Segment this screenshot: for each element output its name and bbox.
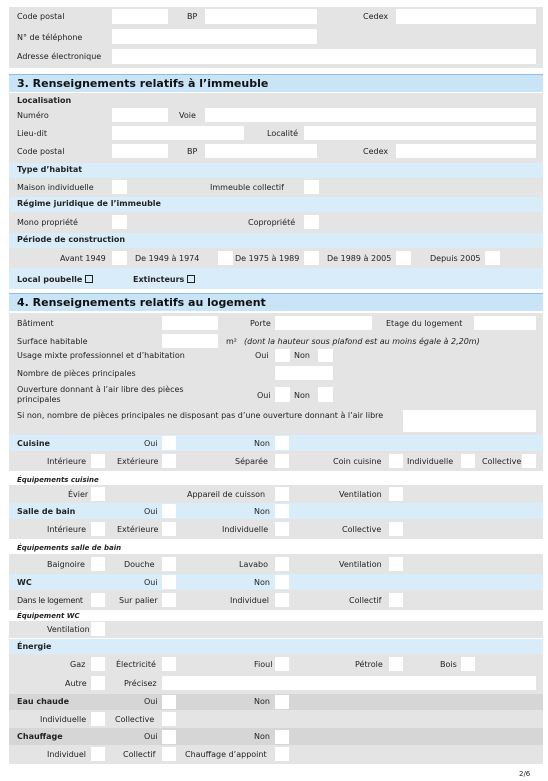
lavabo-checkbox[interactable] <box>275 557 289 571</box>
sdb-non-label: Non <box>254 507 270 516</box>
equip-wc-row <box>9 610 543 621</box>
immeuble-label: Immeuble collectif <box>210 183 284 192</box>
cuisine-non-label: Non <box>254 439 270 448</box>
eau-chaude-non-checkbox[interactable] <box>275 695 289 709</box>
sdb-exterieure-label: Extérieure <box>117 525 159 534</box>
eau-individuelle-checkbox[interactable] <box>91 712 105 726</box>
chauffage-non-checkbox[interactable] <box>275 730 289 744</box>
appareil-checkbox[interactable] <box>275 487 289 501</box>
telephone-field[interactable] <box>112 29 317 44</box>
ouverture-oui-checkbox[interactable] <box>275 387 290 402</box>
localisation-label: Localisation <box>17 96 72 105</box>
electricite-checkbox[interactable] <box>162 657 176 671</box>
telephone-label: N° de téléphone <box>17 33 83 42</box>
lieu-dit-field[interactable] <box>112 126 244 140</box>
bp-2-field[interactable] <box>205 144 317 158</box>
numero-field[interactable] <box>112 108 168 122</box>
cuisine-separee-checkbox[interactable] <box>275 454 289 468</box>
equip-cuisine-label: Équipements cuisine <box>17 476 99 484</box>
maison-checkbox[interactable] <box>112 180 127 194</box>
electricite-label: Électricité <box>116 660 156 669</box>
chauffage-non-label: Non <box>254 732 270 741</box>
email-label: Adresse électronique <box>17 52 102 61</box>
ouverture-non-checkbox[interactable] <box>318 387 333 402</box>
cuisine-label: Cuisine <box>17 439 50 448</box>
eau-chaude-label: Eau chaude <box>17 697 70 706</box>
cuisine-individuelle-checkbox[interactable] <box>461 454 475 468</box>
period-5-label: Depuis 2005 <box>430 254 481 263</box>
ouverture-oui-label: Oui <box>257 391 271 400</box>
cuisine-oui-checkbox[interactable] <box>162 436 176 450</box>
cuisine-interieure-label: Intérieure <box>47 457 87 466</box>
wc-palier-checkbox[interactable] <box>162 593 176 607</box>
baignoire-checkbox[interactable] <box>91 557 105 571</box>
bois-checkbox[interactable] <box>461 657 475 671</box>
equip-wc-label: Équipement WC <box>17 612 80 620</box>
sdb-oui-label: Oui <box>144 507 158 516</box>
sdb-interieure-checkbox[interactable] <box>91 522 105 536</box>
period-1-checkbox[interactable] <box>112 251 127 265</box>
section-3-header <box>9 74 543 92</box>
wc-non-checkbox[interactable] <box>275 575 289 589</box>
sdb-label: Salle de bain <box>17 507 76 516</box>
chauffage-appoint-label: Chauffage d’appoint <box>185 750 267 759</box>
cuisine-coin-checkbox[interactable] <box>389 454 403 468</box>
code-postal-2-field[interactable] <box>112 144 168 158</box>
douche-label: Douche <box>124 560 155 569</box>
cedex-field[interactable] <box>396 9 536 24</box>
sdb-non-checkbox[interactable] <box>275 504 289 518</box>
page-number: 2/6 <box>519 770 531 778</box>
cuisine-non-checkbox[interactable] <box>275 436 289 450</box>
cuisine-ventilation-label: Ventilation <box>339 490 382 499</box>
cuisine-exterieure-label: Extérieure <box>117 457 159 466</box>
chauffage-collectif-label: Collectif <box>123 750 156 759</box>
extincteurs-checkbox[interactable] <box>187 275 195 283</box>
wc-oui-label: Oui <box>144 578 158 587</box>
sdb-ventilation-label: Ventilation <box>339 560 382 569</box>
lavabo-label: Lavabo <box>239 560 268 569</box>
chauffage-collectif-checkbox[interactable] <box>162 747 176 761</box>
wc-oui-checkbox[interactable] <box>162 575 176 589</box>
wc-dans-label: Dans le logement <box>17 596 83 605</box>
appareil-label: Appareil de cuisson <box>187 490 266 499</box>
voie-field[interactable] <box>205 108 536 122</box>
wc-collectif-checkbox[interactable] <box>389 593 403 607</box>
wc-ventilation-checkbox[interactable] <box>91 622 105 636</box>
immeuble-checkbox[interactable] <box>304 180 319 194</box>
chauffage-individuel-label: Individuel <box>47 750 86 759</box>
eau-collective-checkbox[interactable] <box>162 712 176 726</box>
nb-pieces-label: Nombre de pièces principales <box>17 369 136 378</box>
ouverture-label: Ouverture donnant à l’air libre des pièces principales <box>17 385 184 404</box>
cedex-label: Cedex <box>363 12 389 21</box>
energie-header <box>9 639 543 654</box>
local-poubelle[interactable] <box>17 275 93 285</box>
sdb-ventilation-checkbox[interactable] <box>389 557 403 571</box>
porte-label: Porte <box>250 319 271 328</box>
chauffage-oui-checkbox[interactable] <box>162 730 176 744</box>
usage-non-label: Non <box>294 351 310 360</box>
period-3-label: De 1975 à 1989 <box>235 254 300 263</box>
chauffage-individuel-checkbox[interactable] <box>91 747 105 761</box>
wc-individuel-checkbox[interactable] <box>275 593 289 607</box>
surface-label: Surface habitable <box>17 337 88 346</box>
period-4-label: De 1989 à 2005 <box>327 254 392 263</box>
cuisine-exterieure-checkbox[interactable] <box>162 454 176 468</box>
eau-chaude-non-label: Non <box>254 697 270 706</box>
equip-sdb-label: Équipements salle de bain <box>17 544 122 552</box>
cuisine-oui-label: Oui <box>144 439 158 448</box>
extincteurs[interactable] <box>133 275 195 285</box>
eau-collective-label: Collective <box>115 715 155 724</box>
voie-label: Voie <box>179 111 196 120</box>
etage-label: Etage du logement <box>386 319 463 328</box>
bp-2-label: BP <box>187 147 198 156</box>
petrole-checkbox[interactable] <box>389 657 403 671</box>
copro-checkbox[interactable] <box>304 215 319 229</box>
evier-label: Évier <box>68 490 89 499</box>
period-2-label: De 1949 à 1974 <box>135 254 200 263</box>
precisez-field[interactable] <box>162 676 536 690</box>
type-habitat-header <box>9 163 543 178</box>
si-non-field[interactable] <box>403 410 536 432</box>
sdb-exterieure-checkbox[interactable] <box>162 522 176 536</box>
sdb-individuelle-label: Individuelle <box>222 525 269 534</box>
gaz-label: Gaz <box>70 660 86 669</box>
eau-individuelle-label: Individuelle <box>40 715 87 724</box>
lieu-dit-label: Lieu-dit <box>17 129 47 138</box>
fioul-label: Fioul <box>254 660 273 669</box>
numero-label: Numéro <box>17 111 49 120</box>
section-3-title: 3. Renseignements relatifs à l’immeuble <box>17 77 269 90</box>
localite-label: Localité <box>267 129 299 138</box>
porte-field[interactable] <box>275 316 372 330</box>
mono-checkbox[interactable] <box>112 215 127 229</box>
wc-palier-label: Sur palier <box>119 596 158 605</box>
localite-field[interactable] <box>304 126 536 140</box>
petrole-label: Pétrole <box>355 660 383 669</box>
douche-checkbox[interactable] <box>162 557 176 571</box>
precisez-label: Précisez <box>124 679 157 688</box>
copro-label: Copropriété <box>248 218 296 227</box>
etage-field[interactable] <box>474 316 536 330</box>
chauffage-label: Chauffage <box>17 732 63 741</box>
cuisine-collective-checkbox[interactable] <box>522 454 536 468</box>
m2-label: m² <box>226 337 237 346</box>
sdb-oui-checkbox[interactable] <box>162 504 176 518</box>
extincteurs-label: Extincteurs <box>133 275 185 284</box>
evier-checkbox[interactable] <box>91 487 105 501</box>
wc-non-label: Non <box>254 578 270 587</box>
cedex-2-field[interactable] <box>396 144 536 158</box>
eau-chaude-oui-checkbox[interactable] <box>162 695 176 709</box>
sdb-collective-checkbox[interactable] <box>389 522 403 536</box>
cedex-2-label: Cedex <box>363 147 389 156</box>
section-4-header <box>9 293 543 311</box>
wc-collectif-label: Collectif <box>349 596 382 605</box>
chauffage-oui-label: Oui <box>144 732 158 741</box>
mono-label: Mono propriété <box>17 218 78 227</box>
bp-field[interactable] <box>205 9 317 24</box>
period-5-checkbox[interactable] <box>485 251 500 265</box>
eau-chaude-opts-row <box>9 710 543 728</box>
regime-label: Régime juridique de l’immeuble <box>17 199 161 208</box>
local-poubelle-label: Local poubelle <box>17 275 83 284</box>
sdb-individuelle-checkbox[interactable] <box>275 522 289 536</box>
cuisine-interieure-checkbox[interactable] <box>91 454 105 468</box>
energie-label: Énergie <box>17 642 52 651</box>
surface-field[interactable] <box>162 334 218 348</box>
baignoire-label: Baignoire <box>47 560 85 569</box>
chauffage-appoint-checkbox[interactable] <box>275 747 289 761</box>
wc-individuel-label: Individuel <box>230 596 269 605</box>
usage-oui-checkbox[interactable] <box>275 349 290 362</box>
local-poubelle-checkbox[interactable] <box>85 275 93 283</box>
bois-label: Bois <box>440 660 457 669</box>
period-2-checkbox[interactable] <box>218 251 233 265</box>
code-postal-2-label: Code postal <box>17 147 65 156</box>
usage-mixte-label: Usage mixte professionnel et d’habitation <box>17 351 185 360</box>
sdb-interieure-label: Intérieure <box>47 525 87 534</box>
gaz-checkbox[interactable] <box>91 657 105 671</box>
cuisine-ventilation-checkbox[interactable] <box>389 487 403 501</box>
cuisine-individuelle-label: Individuelle <box>407 457 454 466</box>
code-postal-label: Code postal <box>17 12 65 21</box>
wc-dans-checkbox[interactable] <box>91 593 105 607</box>
eau-chaude-oui-label: Oui <box>144 697 158 706</box>
autre-label: Autre <box>65 679 87 688</box>
period-4-checkbox[interactable] <box>396 251 411 265</box>
si-non-label: Si non, nombre de pièces principales ne disposant pas d’une ouverture donnant à l’air libre <box>17 411 384 420</box>
cuisine-collective-label: Collective <box>482 457 522 466</box>
section-4-title: 4. Renseignements relatifs au logement <box>17 296 266 309</box>
period-3-checkbox[interactable] <box>304 251 319 265</box>
period-1-label: Avant 1949 <box>60 254 106 263</box>
sdb-collective-label: Collective <box>342 525 382 534</box>
batiment-field[interactable] <box>162 316 218 330</box>
maison-label: Maison individuelle <box>17 183 94 192</box>
ouverture-non-label: Non <box>294 391 310 400</box>
cuisine-coin-label: Coin cuisine <box>333 457 382 466</box>
batiment-label: Bâtiment <box>17 319 54 328</box>
fioul-checkbox[interactable] <box>275 657 289 671</box>
usage-oui-label: Oui <box>255 351 269 360</box>
cuisine-separee-label: Séparée <box>235 457 268 466</box>
autre-checkbox[interactable] <box>91 676 105 690</box>
surface-note: (dont la hauteur sous plafond est au moins égale à 2,20m) <box>244 337 480 346</box>
wc-ventilation-label: Ventilation <box>47 625 90 634</box>
email-field[interactable] <box>112 49 536 64</box>
wc-label: WC <box>17 578 32 587</box>
usage-non-checkbox[interactable] <box>318 349 333 362</box>
code-postal-field[interactable] <box>112 9 168 24</box>
periode-label: Période de construction <box>17 235 126 244</box>
type-habitat-label: Type d’habitat <box>17 165 83 174</box>
nb-pieces-field[interactable] <box>275 366 333 380</box>
bp-label: BP <box>187 12 198 21</box>
